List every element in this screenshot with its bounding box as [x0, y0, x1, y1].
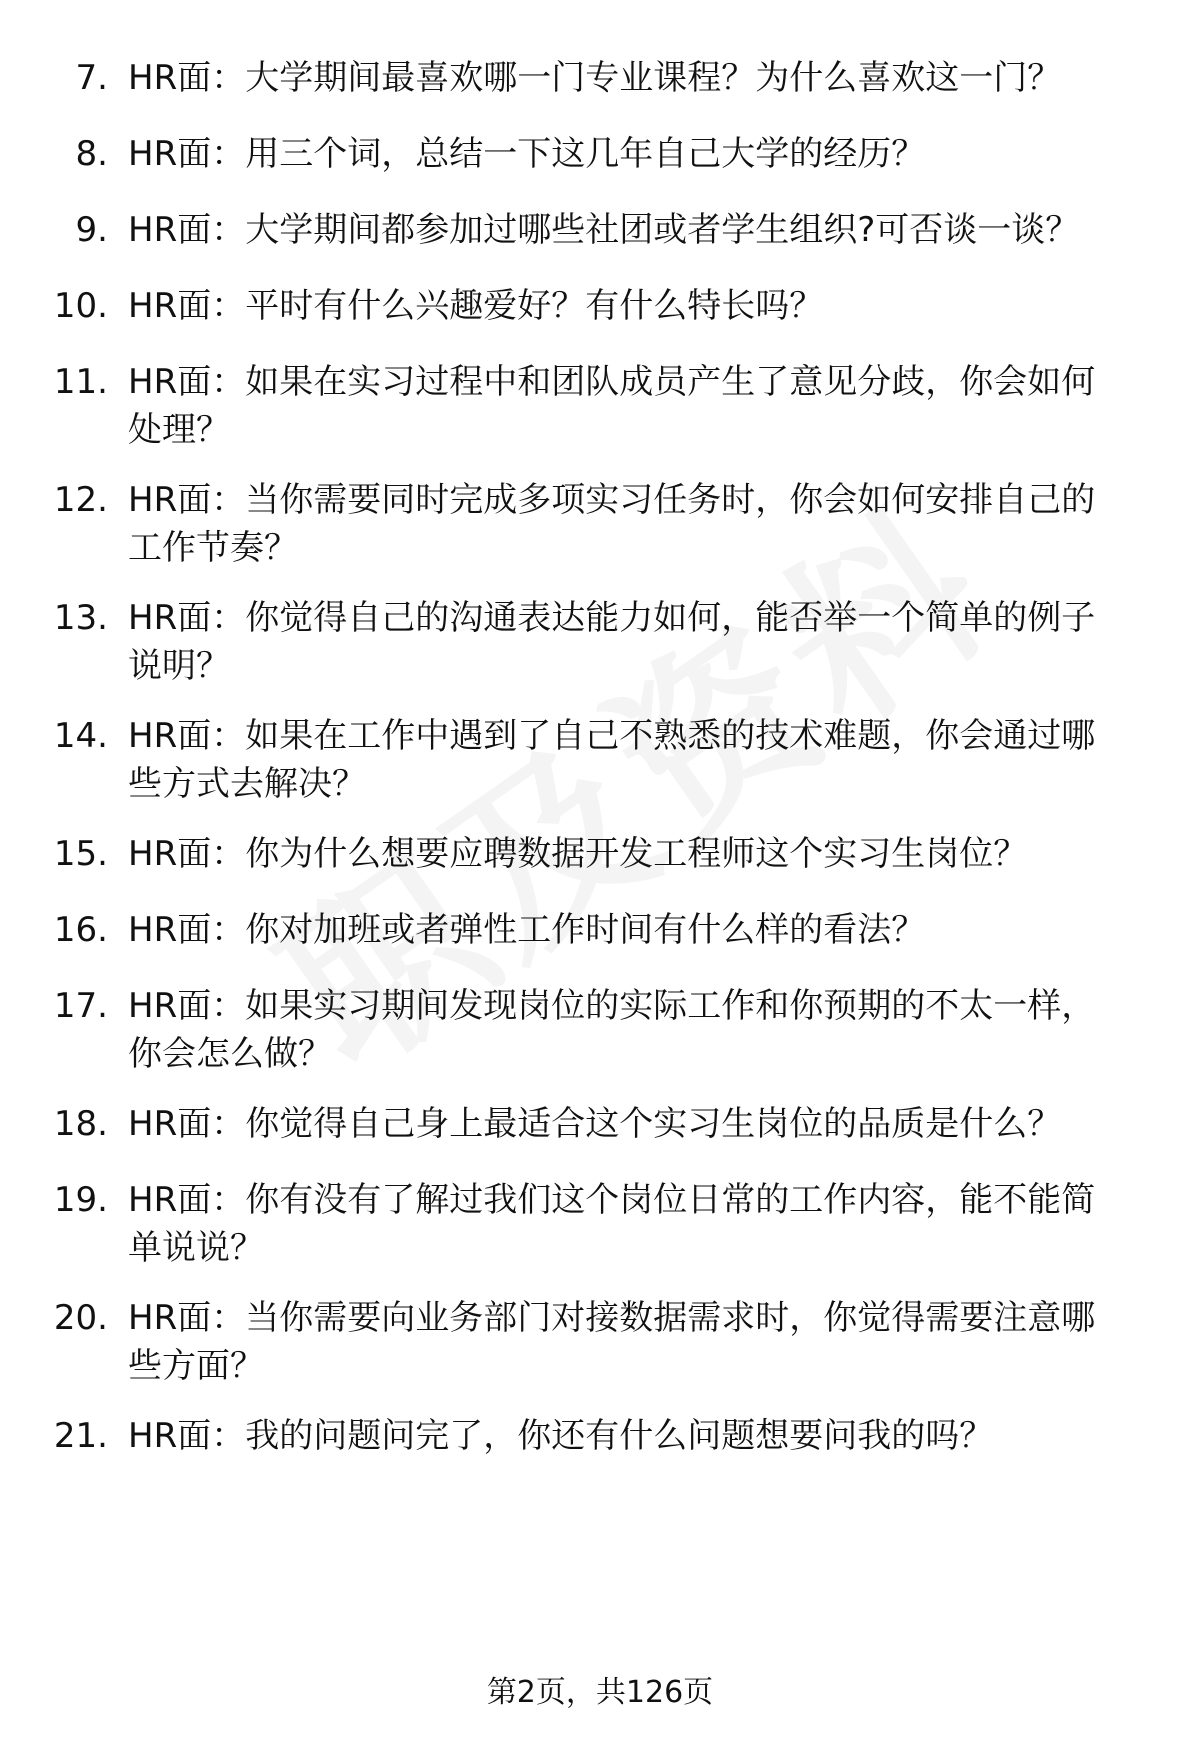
- item-text: [128, 594, 1158, 690]
- item-line: HR面：用三个词，总结一下这几年自己大学的经历？: [128, 134, 926, 174]
- item-text: [128, 1176, 1158, 1272]
- item-line: HR面：我的问题问完了，你还有什么问题想要问我的吗？: [128, 1416, 994, 1456]
- item-line: 说明？: [128, 646, 230, 686]
- item-text: [128, 712, 1158, 808]
- item-number: 14.: [53, 716, 108, 756]
- item-line: HR面：你觉得自己身上最适合这个实习生岗位的品质是什么？: [128, 1104, 1062, 1144]
- item-line: HR面：平时有什么兴趣爱好？有什么特长吗？: [128, 286, 824, 326]
- item-number: 13.: [53, 598, 108, 638]
- item-line: 处理？: [128, 410, 230, 450]
- item-number: 18.: [53, 1104, 108, 1144]
- item-number: 10.: [53, 286, 108, 326]
- item-number: 21.: [53, 1416, 108, 1456]
- item-line: 些方面？: [128, 1346, 264, 1386]
- item-text: [128, 130, 1158, 178]
- item-line: 单说说？: [128, 1228, 264, 1268]
- item-line: HR面：如果实习期间发现岗位的实际工作和你预期的不太一样，: [128, 986, 1096, 1026]
- item-text: [128, 206, 1158, 254]
- item-text: [128, 1412, 1158, 1460]
- page-footer: 第2页，共126页: [486, 1675, 714, 1710]
- item-text: [128, 54, 1158, 102]
- item-text: [128, 358, 1158, 454]
- item-number: 11.: [53, 362, 108, 402]
- item-line: 工作节奏？: [128, 528, 298, 568]
- item-number: 7.: [75, 58, 108, 98]
- item-line: 你会怎么做？: [128, 1034, 332, 1074]
- item-line: HR面：你为什么想要应聘数据开发工程师这个实习生岗位？: [128, 834, 1028, 874]
- item-line: HR面：如果在实习过程中和团队成员产生了意见分歧，你会如何: [128, 362, 1096, 402]
- item-number: 16.: [53, 910, 108, 950]
- item-line: 些方式去解决？: [128, 764, 366, 804]
- item-line: HR面：你觉得自己的沟通表达能力如何，能否举一个简单的例子: [128, 598, 1096, 638]
- item-number: 20.: [53, 1298, 108, 1338]
- item-line: HR面：大学期间都参加过哪些社团或者学生组织?可否谈一谈？: [128, 210, 1080, 250]
- item-line: HR面：你对加班或者弹性工作时间有什么样的看法？: [128, 910, 926, 950]
- item-line: HR面：当你需要向业务部门对接数据需求时，你觉得需要注意哪: [128, 1298, 1096, 1338]
- item-text: [128, 1100, 1158, 1148]
- item-text: [128, 906, 1158, 954]
- item-line: HR面：当你需要同时完成多项实习任务时，你会如何安排自己的: [128, 480, 1096, 520]
- item-text: [128, 476, 1158, 572]
- item-number: 15.: [53, 834, 108, 874]
- item-number: 8.: [75, 134, 108, 174]
- item-text: [128, 982, 1158, 1078]
- item-number: 12.: [53, 480, 108, 520]
- item-line: HR面：你有没有了解过我们这个岗位日常的工作内容，能不能简: [128, 1180, 1096, 1220]
- item-text: [128, 830, 1158, 878]
- item-number: 17.: [53, 986, 108, 1026]
- item-text: [128, 1294, 1158, 1390]
- item-line: HR面：如果在工作中遇到了自己不熟悉的技术难题，你会通过哪: [128, 716, 1096, 756]
- item-number: 19.: [53, 1180, 108, 1220]
- item-number: 9.: [75, 210, 108, 250]
- item-line: HR面：大学期间最喜欢哪一门专业课程？为什么喜欢这一门？: [128, 58, 1062, 98]
- item-text: [128, 282, 1158, 330]
